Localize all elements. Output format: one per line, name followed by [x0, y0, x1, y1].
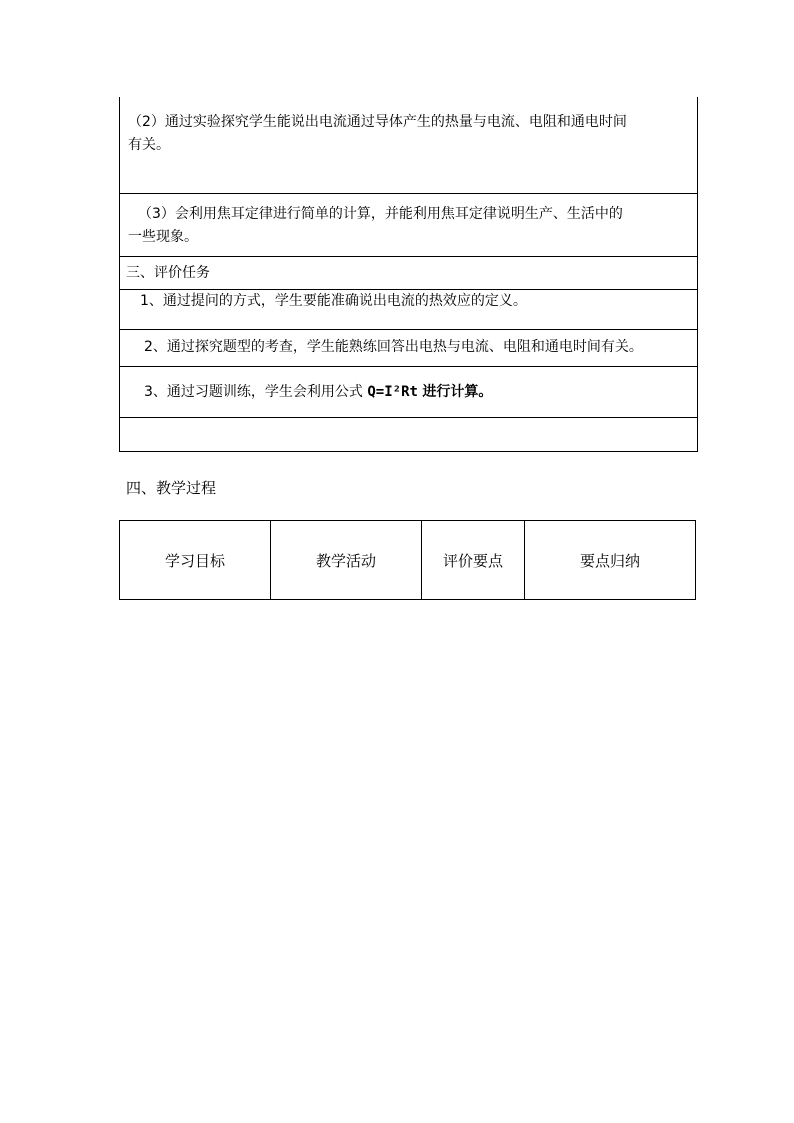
- header-key-points-summary: 要点归纳: [579, 551, 640, 570]
- table-row: [120, 366, 697, 417]
- objectives-evaluation-table: [119, 97, 698, 452]
- section-three-heading: 三、评价任务: [126, 265, 210, 281]
- teaching-process-table: [119, 520, 696, 600]
- evaluation-task-3: 3、通过习题训练，学生会利用公式 Q=I²Rt 进行计算。: [144, 384, 493, 400]
- table-row: [120, 289, 697, 329]
- table-row: [120, 256, 697, 289]
- header-learning-objectives: 学习目标: [120, 521, 271, 599]
- table-row-empty: [120, 417, 697, 451]
- objective-2-text: （2）通过实验探究学生能说出电流通过导体产生的热量与电流、电阻和通电时间 有关。: [128, 114, 627, 153]
- table-row: [120, 193, 697, 256]
- section-four-heading: 四、教学过程: [126, 479, 217, 497]
- header-evaluation-points: 评价要点: [422, 521, 525, 599]
- evaluation-task-1: 1、通过提问的方式，学生要能准确说出电流的热效应的定义。: [140, 293, 527, 309]
- evaluation-task-2: 2、通过探究题型的考查，学生能熟练回答出电热与电流、电阻和通电时间有关。: [144, 339, 643, 355]
- table-row: [120, 97, 697, 193]
- header-teaching-activities: 教学活动: [271, 521, 422, 599]
- joule-law-formula: Q=I²Rt: [367, 384, 418, 400]
- objective-3-text: （3）会利用焦耳定律进行简单的计算，并能利用焦耳定律说明生产、生活中的 一些现象。: [128, 206, 623, 245]
- table-row: [120, 329, 697, 366]
